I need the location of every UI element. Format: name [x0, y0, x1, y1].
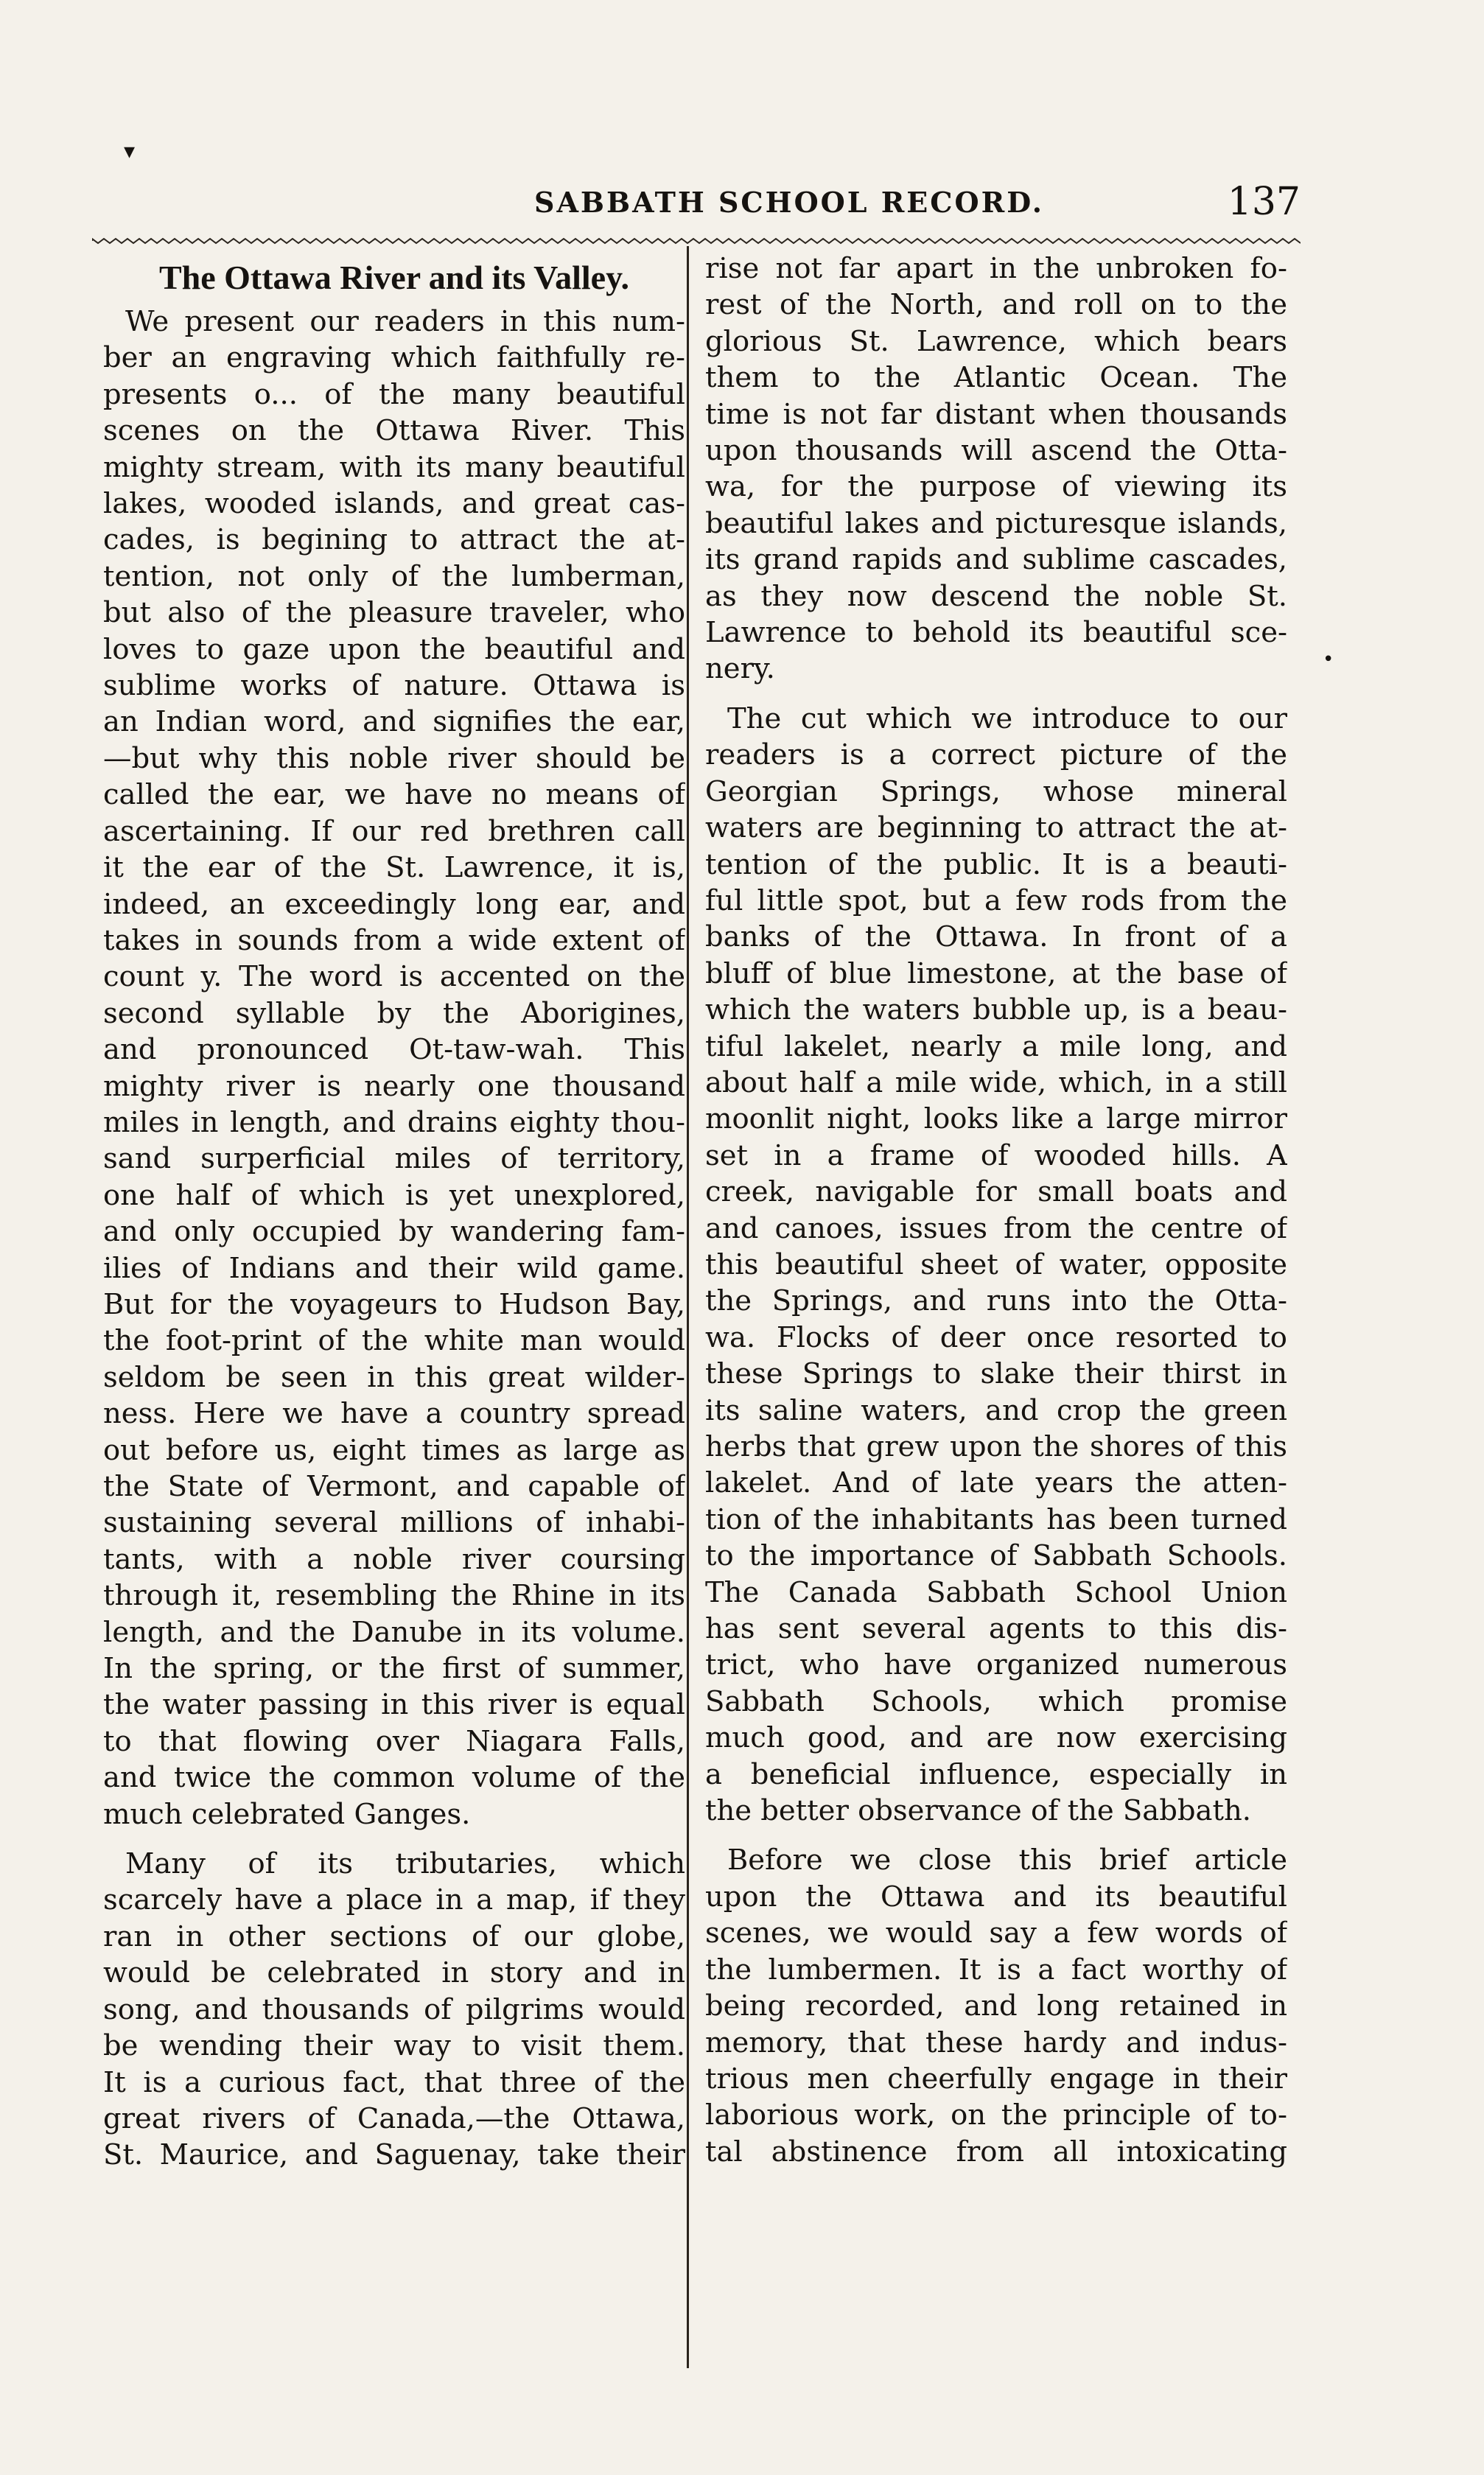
text-line: and canoes, issues from the centre of [705, 1211, 1287, 1245]
text-line: mighty stream, with its many beautiful [103, 450, 685, 484]
text-line: one half of which is yet unexplored, [103, 1178, 685, 1212]
paragraph [103, 1846, 685, 2174]
text-line: In the spring, or the first of summer, [103, 1652, 685, 1686]
text-line: the lumbermen. It is a fact worthy of [705, 1953, 1287, 1986]
text-line: upon the Ottawa and its beautiful [705, 1880, 1287, 1914]
text-line: trict, who have organized numerous [705, 1648, 1287, 1682]
text-line: sustaining several millions of inhabi- [103, 1506, 685, 1540]
text-line: We present our readers in this num- [125, 305, 685, 338]
text-line: has sent several agents to this dis- [705, 1612, 1287, 1646]
text-line: the Springs, and runs into the Otta- [705, 1284, 1287, 1318]
text-line: ful little spot, but a few rods from the [705, 883, 1287, 917]
text-line: ilies of Indians and their wild game. [103, 1251, 685, 1285]
paragraph-gap [705, 687, 1287, 701]
text-line: as they now descend the noble St. [705, 579, 1287, 613]
text-line: second syllable by the Aborigines, [103, 996, 685, 1030]
text-line: the better observance of the Sabbath. [705, 1794, 1251, 1828]
page-number: 137 [1227, 180, 1301, 224]
text-line: much good, and are now exercising [705, 1721, 1287, 1755]
text-line: loves to gaze upon the beautiful and [103, 632, 685, 666]
text-line: nery. [705, 652, 775, 686]
text-line: ascertaining. If our red brethren call [103, 814, 685, 848]
text-line: sublime works of nature. Ottawa is [103, 669, 685, 703]
text-line: Lawrence to behold its beautiful sce- [705, 616, 1287, 650]
text-line: being recorded, and long retained in [705, 1989, 1287, 2023]
text-line: to the importance of Sabbath Schools. [705, 1539, 1287, 1573]
text-line: much celebrated Ganges. [103, 1797, 471, 1831]
text-line: rest of the North, and roll on to the [705, 288, 1287, 322]
text-line: waters are beginning to attract the at- [705, 811, 1287, 845]
text-line: count y. The word is accented on the [103, 960, 685, 994]
text-line: scenes on the Ottawa River. This [103, 414, 685, 448]
text-line: out before us, eight times as large as [103, 1433, 685, 1467]
printer-mark-right-margin: • [1323, 648, 1334, 671]
text-line: about half a mile wide, which, in a still [705, 1065, 1287, 1099]
text-line: lakes, wooded islands, and great cas- [103, 487, 685, 521]
text-line: rise not far apart in the unbroken fo- [705, 252, 1287, 285]
text-line: moonlit night, looks like a large mirror [705, 1102, 1287, 1136]
text-line: and only occupied by wandering fam- [103, 1215, 685, 1249]
right-column-text [705, 251, 1287, 2170]
text-line: tiful lakelet, nearly a mile long, and [705, 1029, 1287, 1063]
text-line: its saline waters, and crop the green [705, 1393, 1287, 1427]
paragraph [103, 304, 685, 1832]
text-line: mighty river is nearly one thousand [103, 1069, 685, 1103]
text-line: indeed, an exceedingly long ear, and [103, 887, 685, 921]
left-column [103, 251, 685, 2174]
text-line: memory, that these hardy and indus- [705, 2026, 1287, 2059]
text-line: presents o... of the many beautiful [103, 377, 685, 411]
text-line: beautiful lakes and picturesque islands, [705, 506, 1287, 540]
text-line: but also of the pleasure traveler, who [103, 596, 685, 630]
text-line: great rivers of Canada,—the Ottawa, [103, 2101, 685, 2135]
text-line: St. Maurice, and Saguenay, take their [103, 2138, 685, 2172]
text-line: But for the voyageurs to Hudson Bay, [103, 1287, 685, 1321]
text-line: bluff of blue limestone, at the base of [705, 956, 1287, 990]
text-line: glorious St. Lawrence, which bears [705, 324, 1287, 358]
text-line: cades, is begining to attract the at- [103, 523, 685, 557]
left-column-text [103, 304, 685, 2174]
text-line: ran in other sections of our globe, [103, 1919, 685, 1953]
text-line: herbs that grew upon the shores of this [705, 1430, 1287, 1463]
text-line: It is a curious fact, that three of the [103, 2065, 685, 2099]
text-line: tion of the inhabitants has been turned [705, 1502, 1287, 1536]
printer-mark-top-left: ▾ [124, 139, 136, 164]
text-line: these Springs to slake their thirst in [705, 1357, 1287, 1391]
text-line: scarcely have a place in a map, if they [103, 1883, 685, 1917]
text-line: time is not far distant when thousands [705, 397, 1287, 431]
text-line: and pronounced Ot-taw-wah. This [103, 1033, 685, 1067]
text-line: sand surperficial miles of territory, [103, 1142, 685, 1176]
paragraph [705, 251, 1287, 687]
text-line: and twice the common volume of the [103, 1761, 685, 1795]
text-line: this beautiful sheet of water, opposite [705, 1247, 1287, 1281]
text-line: Georgian Springs, whose mineral [705, 774, 1287, 808]
text-line: the State of Vermont, and capable of [103, 1470, 685, 1503]
text-line: the water passing in this river is equal [103, 1688, 685, 1722]
text-line: length, and the Danube in its volume. [103, 1615, 685, 1649]
text-line: tention, not only of the lumberman, [103, 559, 685, 593]
text-line: seldom be seen in this great wilder- [103, 1360, 685, 1394]
text-line: takes in sounds from a wide extent of [103, 923, 685, 957]
text-line: scenes, we would say a few words of [705, 1916, 1287, 1950]
article-title: The Ottawa River and its Valley. [158, 259, 630, 296]
text-line: called the ear, we have no means of [103, 778, 685, 812]
text-line: the foot-print of the white man would [103, 1324, 685, 1358]
text-line: Sabbath Schools, which promise [705, 1684, 1287, 1718]
text-line: Before we close this brief article [727, 1844, 1287, 1877]
paragraph [705, 701, 1287, 1830]
text-line: them to the Atlantic Ocean. The [705, 361, 1287, 395]
text-line: which the waters bubble up, is a beau- [705, 993, 1287, 1027]
text-line: song, and thousands of pilgrims would [103, 1992, 685, 2026]
text-line: upon thousands will ascend the Otta- [705, 434, 1287, 468]
right-column [705, 251, 1287, 2170]
text-line: ber an engraving which faithfully re- [103, 341, 685, 375]
text-line: laborious work, on the principle of to- [705, 2098, 1287, 2132]
text-line: Many of its tributaries, which [125, 1847, 685, 1881]
text-line: its grand rapids and sublime cascades, [705, 543, 1287, 577]
text-line: an Indian word, and signifies the ear, [103, 705, 685, 739]
paragraph-gap [103, 1832, 685, 1846]
page-header [92, 180, 1301, 237]
text-line: wa, for the purpose of viewing its [705, 470, 1287, 504]
text-line: tants, with a noble river coursing [103, 1542, 685, 1576]
paragraph [705, 1842, 1287, 2170]
text-line: to that flowing over Niagara Falls, [103, 1724, 685, 1758]
text-line: trious men cheerfully engage in their [705, 2062, 1287, 2096]
text-line: tal abstinence from all intoxicating [705, 2135, 1287, 2168]
text-line: readers is a correct picture of the [705, 738, 1287, 772]
text-line: through it, resembling the Rhine in its [103, 1579, 685, 1613]
text-line: lakelet. And of late years the atten- [705, 1466, 1287, 1500]
text-line: miles in length, and drains eighty thou- [103, 1105, 685, 1139]
text-line: it the ear of the St. Lawrence, it is, [103, 851, 685, 885]
text-line: The cut which we introduce to our [727, 701, 1287, 735]
column-divider [687, 246, 689, 2368]
text-line: set in a frame of wooded hills. A [705, 1138, 1287, 1172]
text-line: —but why this noble river should be [103, 741, 685, 775]
text-line: be wending their way to visit them. [103, 2029, 685, 2063]
text-line: ness. Here we have a country spread [103, 1397, 685, 1431]
text-line: a beneficial influence, especially in [705, 1757, 1287, 1791]
text-line: wa. Flocks of deer once resorted to [705, 1320, 1287, 1354]
text-line: would be celebrated in story and in [103, 1956, 685, 1990]
text-line: creek, navigable for small boats and [705, 1175, 1287, 1209]
running-head: SABBATH SCHOOL RECORD. [534, 186, 1045, 219]
text-line: The Canada Sabbath School Union [705, 1575, 1287, 1609]
text-line: tention of the public. It is a beauti- [705, 847, 1287, 881]
wavy-rule-divider [92, 236, 1301, 246]
paragraph-gap [705, 1829, 1287, 1842]
text-line: banks of the Ottawa. In front of a [705, 920, 1287, 954]
